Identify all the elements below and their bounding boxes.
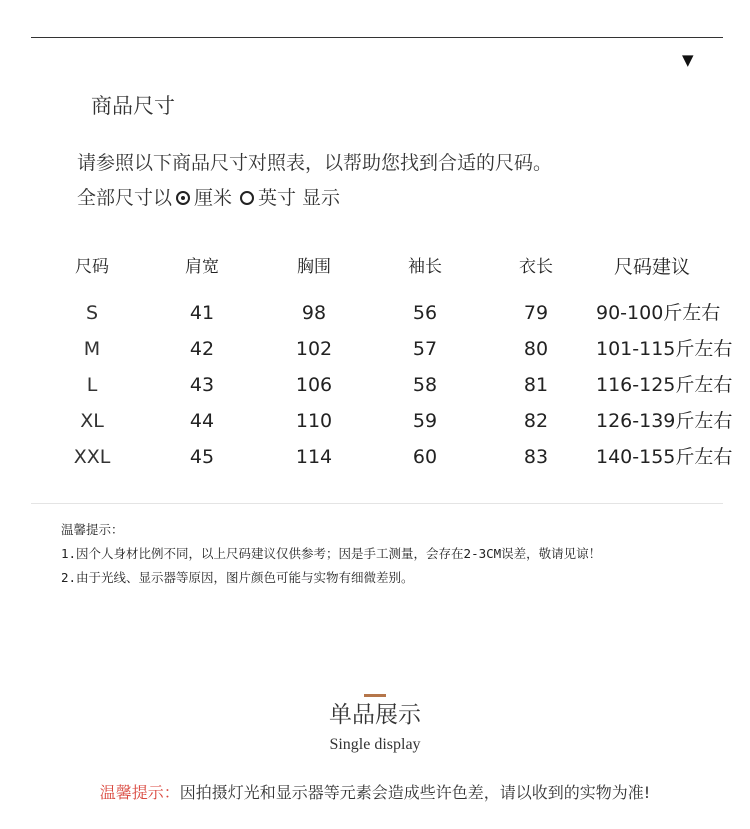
tips-title: 温馨提示： — [61, 522, 124, 537]
radio-inch-unchecked-icon[interactable] — [240, 191, 254, 205]
table-cell: 43 — [189, 374, 215, 396]
table-header-cell: 尺码建议 — [614, 256, 691, 278]
table-cell: 44 — [189, 410, 215, 432]
table-cell: 114 — [295, 446, 333, 468]
color-disclaimer — [0, 781, 750, 805]
table-cell: 60 — [412, 446, 438, 468]
table-cell: 82 — [523, 410, 549, 432]
table-row — [30, 299, 750, 327]
table-cell: 57 — [412, 338, 438, 360]
table-cell-recommendation: 90-100斤左右 — [596, 302, 721, 324]
display-section-subtitle: Single display — [329, 736, 421, 753]
table-row — [30, 335, 750, 363]
table-header-cell: 尺码 — [75, 257, 109, 277]
size-chart-intro: 请参照以下商品尺寸对照表，以帮助您找到合适的尺码。 — [77, 152, 553, 174]
table-cell: 81 — [523, 374, 549, 396]
collapse-triangle-icon[interactable]: ▼ — [682, 51, 694, 69]
table-header-cell: 肩宽 — [185, 257, 219, 277]
display-section-title: 单品展示 — [329, 702, 421, 728]
table-cell: 56 — [412, 302, 438, 324]
table-row — [30, 443, 750, 471]
table-cell-size: M — [83, 338, 101, 360]
table-cell: 102 — [295, 338, 333, 360]
table-header-cell: 衣长 — [519, 257, 553, 277]
table-cell: 83 — [523, 446, 549, 468]
table-cell: 59 — [412, 410, 438, 432]
tips-block — [61, 518, 601, 590]
table-cell: 42 — [189, 338, 215, 360]
table-cell-recommendation: 116-125斤左右 — [596, 374, 733, 396]
table-cell-size: XXL — [73, 446, 111, 468]
top-divider — [31, 37, 723, 38]
table-header-cell: 袖长 — [408, 257, 442, 277]
table-cell: 79 — [523, 302, 549, 324]
table-cell-recommendation: 140-155斤左右 — [596, 446, 733, 468]
unit-cm-label[interactable]: 厘米 — [194, 187, 233, 209]
table-cell: 45 — [189, 446, 215, 468]
tips-line: 1.因个人身材比例不同，以上尺码建议仅供参考；因是手工测量，会存在2-3CM误差，敬请见谅！ — [61, 546, 602, 561]
table-cell: 41 — [189, 302, 215, 324]
section-title: 商品尺寸 — [91, 94, 175, 118]
table-cell: 110 — [295, 410, 333, 432]
table-cell-size: L — [86, 374, 98, 396]
unit-selector — [77, 185, 340, 211]
table-cell-recommendation: 126-139斤左右 — [596, 410, 733, 432]
disclaimer-label: 温馨提示： — [99, 783, 180, 802]
tips-line: 2.由于光线、显示器等原因，图片颜色可能与实物有细微差别。 — [61, 570, 414, 585]
unit-suffix-label: 显示 — [302, 187, 341, 209]
table-row — [30, 371, 750, 399]
table-header-row — [30, 253, 750, 281]
unit-inch-label[interactable]: 英寸 — [258, 187, 297, 209]
title-accent-bar — [364, 694, 386, 697]
table-cell: 80 — [523, 338, 549, 360]
table-cell: 58 — [412, 374, 438, 396]
table-cell: 106 — [295, 374, 333, 396]
radio-cm-checked-icon[interactable] — [176, 191, 190, 205]
table-cell-size: XL — [80, 410, 104, 432]
table-cell-size: S — [85, 302, 99, 324]
disclaimer-text: 因拍摄灯光和显示器等元素会造成些许色差，请以收到的实物为准! — [179, 783, 651, 802]
section-divider — [31, 503, 723, 504]
table-cell-recommendation: 101-115斤左右 — [596, 338, 733, 360]
unit-prefix-label: 全部尺寸以 — [77, 187, 173, 209]
table-cell: 98 — [301, 302, 327, 324]
table-header-cell: 胸围 — [297, 257, 331, 277]
table-row — [30, 407, 750, 435]
